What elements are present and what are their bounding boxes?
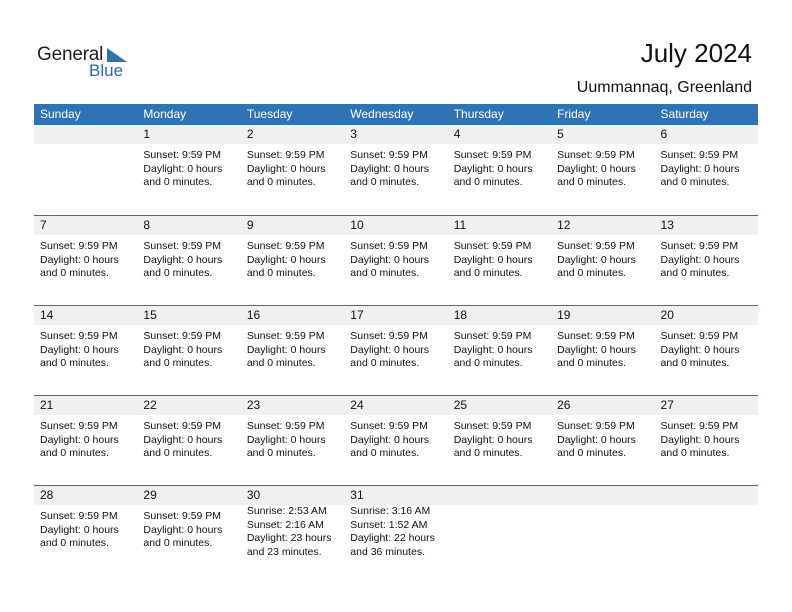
day-sun-info: Sunset: 9:59 PM Daylight: 0 hours and 0 minutes.	[660, 330, 740, 369]
day-number: 2	[246, 127, 254, 141]
day-sun-info: Sunset: 9:59 PM Daylight: 0 hours and 0 minutes.	[453, 420, 533, 459]
day-sun-info: Sunset: 9:59 PM Daylight: 0 hours and 0 minutes.	[350, 240, 430, 279]
day-number	[655, 486, 758, 505]
page-title: July 2024	[640, 38, 752, 68]
day-sun-info: Sunset: 9:59 PM Daylight: 0 hours and 0 minutes.	[246, 330, 326, 369]
weekday-thursday: Thursday	[453, 107, 504, 121]
weekday-wednesday: Wednesday	[350, 107, 414, 121]
day-sun-info: Sunset: 9:59 PM Daylight: 0 hours and 0 minutes.	[453, 330, 533, 369]
day-number: 3	[350, 127, 357, 141]
day-number: 13	[660, 218, 674, 232]
day-sun-info: Sunrise: 2:53 AM Sunset: 2:16 AM Daylight: 23 hours and 23 minutes.	[246, 505, 332, 558]
day-number	[34, 125, 137, 144]
day-details-row	[34, 505, 758, 575]
day-sun-info: Sunset: 9:59 PM Daylight: 0 hours and 0 minutes.	[557, 240, 636, 279]
day-sun-info: Sunset: 9:59 PM Daylight: 0 hours and 0 minutes.	[453, 240, 533, 279]
day-sun-info: Sunset: 9:59 PM Daylight: 0 hours and 0 minutes.	[143, 330, 223, 369]
day-number: 26	[557, 398, 571, 412]
day-sun-info	[34, 144, 137, 215]
day-sun-info: Sunset: 9:59 PM Daylight: 0 hours and 0 minutes.	[660, 420, 740, 459]
weekday-friday: Friday	[557, 107, 591, 121]
day-sun-info	[448, 505, 551, 575]
day-sun-info: Sunset: 9:59 PM Daylight: 0 hours and 0 minutes.	[143, 240, 223, 279]
weekday-saturday: Saturday	[660, 107, 709, 121]
day-sun-info: Sunset: 9:59 PM Daylight: 0 hours and 0 minutes.	[557, 330, 636, 369]
day-sun-info: Sunset: 9:59 PM Daylight: 0 hours and 0 minutes.	[350, 149, 430, 188]
day-number: 11	[453, 218, 467, 232]
day-number: 7	[40, 218, 47, 232]
day-sun-info: Sunset: 9:59 PM Daylight: 0 hours and 0 minutes.	[40, 420, 119, 459]
day-details-row	[34, 325, 758, 395]
day-sun-info: Sunset: 9:59 PM Daylight: 0 hours and 0 minutes.	[246, 240, 326, 279]
day-number	[448, 486, 551, 505]
day-number: 27	[660, 398, 674, 412]
day-details-row	[34, 235, 758, 305]
week-row-1	[34, 125, 758, 215]
day-sun-info: Sunset: 9:59 PM Daylight: 0 hours and 0 minutes.	[660, 149, 740, 188]
location-subtitle: Uummannaq, Greenland	[576, 79, 752, 96]
day-sun-info: Sunset: 9:59 PM Daylight: 0 hours and 0 minutes.	[350, 420, 430, 459]
day-number: 30	[246, 488, 261, 502]
logo-word-general: General	[37, 44, 104, 65]
day-sun-info: Sunset: 9:59 PM Daylight: 0 hours and 0 minutes.	[557, 420, 636, 459]
day-number: 12	[557, 218, 571, 232]
day-sun-info: Sunset: 9:59 PM Daylight: 0 hours and 0 minutes.	[143, 510, 223, 549]
day-number-row	[34, 125, 758, 144]
weekday-tuesday: Tuesday	[246, 107, 293, 121]
day-number: 19	[557, 308, 571, 322]
day-number: 9	[246, 218, 254, 232]
day-number: 20	[660, 308, 674, 322]
day-number: 6	[660, 127, 668, 141]
day-number: 31	[350, 488, 364, 502]
day-sun-info: Sunset: 9:59 PM Daylight: 0 hours and 0 minutes.	[246, 149, 326, 188]
day-sun-info: Sunset: 9:59 PM Daylight: 0 hours and 0 minutes.	[143, 149, 223, 188]
day-number: 17	[350, 308, 364, 322]
day-details-row	[34, 144, 758, 215]
day-sun-info: Sunset: 9:59 PM Daylight: 0 hours and 0 minutes.	[40, 510, 119, 549]
day-sun-info: Sunset: 9:59 PM Daylight: 0 hours and 0 minutes.	[350, 330, 430, 369]
weekday-header-row	[34, 104, 758, 125]
day-number-row	[34, 485, 758, 505]
day-number: 1	[143, 127, 151, 141]
day-number: 23	[246, 398, 261, 412]
day-sun-info: Sunset: 9:59 PM Daylight: 0 hours and 0 minutes.	[453, 149, 533, 188]
day-number: 5	[557, 127, 564, 141]
day-sun-info: Sunset: 9:59 PM Daylight: 0 hours and 0 minutes.	[660, 240, 740, 279]
day-sun-info	[655, 505, 758, 575]
day-number: 29	[143, 488, 157, 502]
day-sun-info	[551, 505, 654, 575]
day-sun-info: Sunset: 9:59 PM Daylight: 0 hours and 0 minutes.	[143, 420, 223, 459]
week-row-5	[34, 485, 758, 575]
day-sun-info: Sunset: 9:59 PM Daylight: 0 hours and 0 minutes.	[557, 149, 636, 188]
day-number: 28	[40, 488, 54, 502]
day-number	[551, 486, 654, 505]
weekday-sunday: Sunday	[40, 107, 81, 121]
day-number: 14	[40, 308, 54, 322]
day-number: 24	[350, 398, 364, 412]
day-number: 18	[453, 308, 468, 322]
day-number-row	[34, 305, 758, 325]
day-number: 25	[453, 398, 468, 412]
day-number-row	[34, 395, 758, 415]
day-details-row	[34, 415, 758, 485]
logo-word-blue: Blue	[89, 61, 124, 80]
day-number: 22	[143, 398, 157, 412]
week-row-3	[34, 305, 758, 395]
day-number: 4	[453, 127, 461, 141]
calendar-grid	[34, 104, 758, 575]
day-number-row	[34, 215, 758, 235]
week-row-2	[34, 215, 758, 305]
weekday-monday: Monday	[143, 107, 187, 121]
day-number: 16	[246, 308, 261, 322]
day-number: 10	[350, 218, 364, 232]
day-number: 15	[143, 308, 157, 322]
week-row-4	[34, 395, 758, 485]
logo-triangle-icon	[107, 48, 127, 62]
day-sun-info: Sunset: 9:59 PM Daylight: 0 hours and 0 minutes.	[40, 330, 119, 369]
brand-logo	[37, 42, 137, 82]
day-sun-info: Sunset: 9:59 PM Daylight: 0 hours and 0 minutes.	[40, 240, 119, 279]
day-number: 21	[40, 398, 54, 412]
day-number: 8	[143, 218, 151, 232]
day-sun-info: Sunset: 9:59 PM Daylight: 0 hours and 0 minutes.	[246, 420, 326, 459]
day-sun-info: Sunrise: 3:16 AM Sunset: 1:52 AM Daylight: 22 hours and 36 minutes.	[350, 505, 435, 558]
